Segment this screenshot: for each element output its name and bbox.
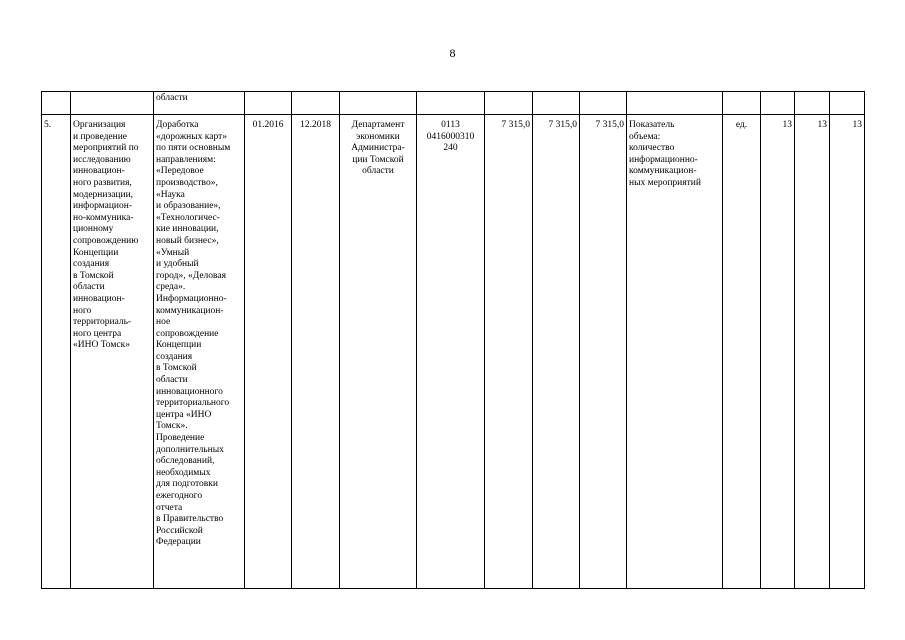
cell-start	[245, 92, 292, 115]
cell-end	[292, 92, 340, 115]
cell-event: Организация и проведение мероприятий по исследованию инновацион- ного развития, модернизации, информацион- но-коммуника- ционному сопровождению Концепции создания в Томской области инновацион- ного территориаль- ного центра «ИНО Томск»	[71, 115, 154, 589]
cell-amount-1	[533, 92, 580, 115]
cell-executor	[340, 92, 417, 115]
cell-amount-2: 7 315,0	[580, 115, 627, 589]
cell-amount-total: 7 315,0	[485, 115, 533, 589]
program-table	[41, 91, 865, 589]
cell-val-3	[830, 92, 865, 115]
cell-val-2	[795, 92, 830, 115]
cell-activity: Доработка «дорожных карт» по пяти основным направлениям: «Передовое производство», «Наука и образование», «Технологичес- кие инновации, новый бизнес», «Умный и удобный город», «Деловая среда». Информационно- коммуникацион- ное сопровождение Концепции создания в Томской области инновационного территориального центра «ИНО Томск». Проведение дополнительных обследований, необходимых для подготовки ежегодного отчета в Правительство Российской Федерации	[154, 115, 245, 589]
cell-val-1: 13	[761, 115, 795, 589]
table-row-continuation	[42, 92, 865, 115]
cell-val-2: 13	[795, 115, 830, 589]
cell-start: 01.2016	[245, 115, 292, 589]
cell-number: 5.	[42, 115, 71, 589]
cell-amount-2	[580, 92, 627, 115]
cell-indicator: Показатель объема: количество информационно- коммуникацион- ных мероприятий	[627, 115, 723, 589]
cell-end: 12.2018	[292, 115, 340, 589]
cell-number	[42, 92, 71, 115]
page-number: 8	[449, 46, 456, 60]
table-row-5	[42, 115, 865, 589]
cell-amount-1: 7 315,0	[533, 115, 580, 589]
cell-amount-total	[485, 92, 533, 115]
cell-indicator	[627, 92, 723, 115]
cell-unit	[723, 92, 761, 115]
cell-unit: ед.	[723, 115, 761, 589]
cell-val-3: 13	[830, 115, 865, 589]
cell-val-1	[761, 92, 795, 115]
cell-activity: области	[154, 92, 245, 115]
cell-executor: Департамент экономики Администра- ции Томской области	[340, 115, 417, 589]
cell-budget-code	[417, 92, 485, 115]
cell-budget-code: 0113 0416000310 240	[417, 115, 485, 589]
cell-event	[71, 92, 154, 115]
